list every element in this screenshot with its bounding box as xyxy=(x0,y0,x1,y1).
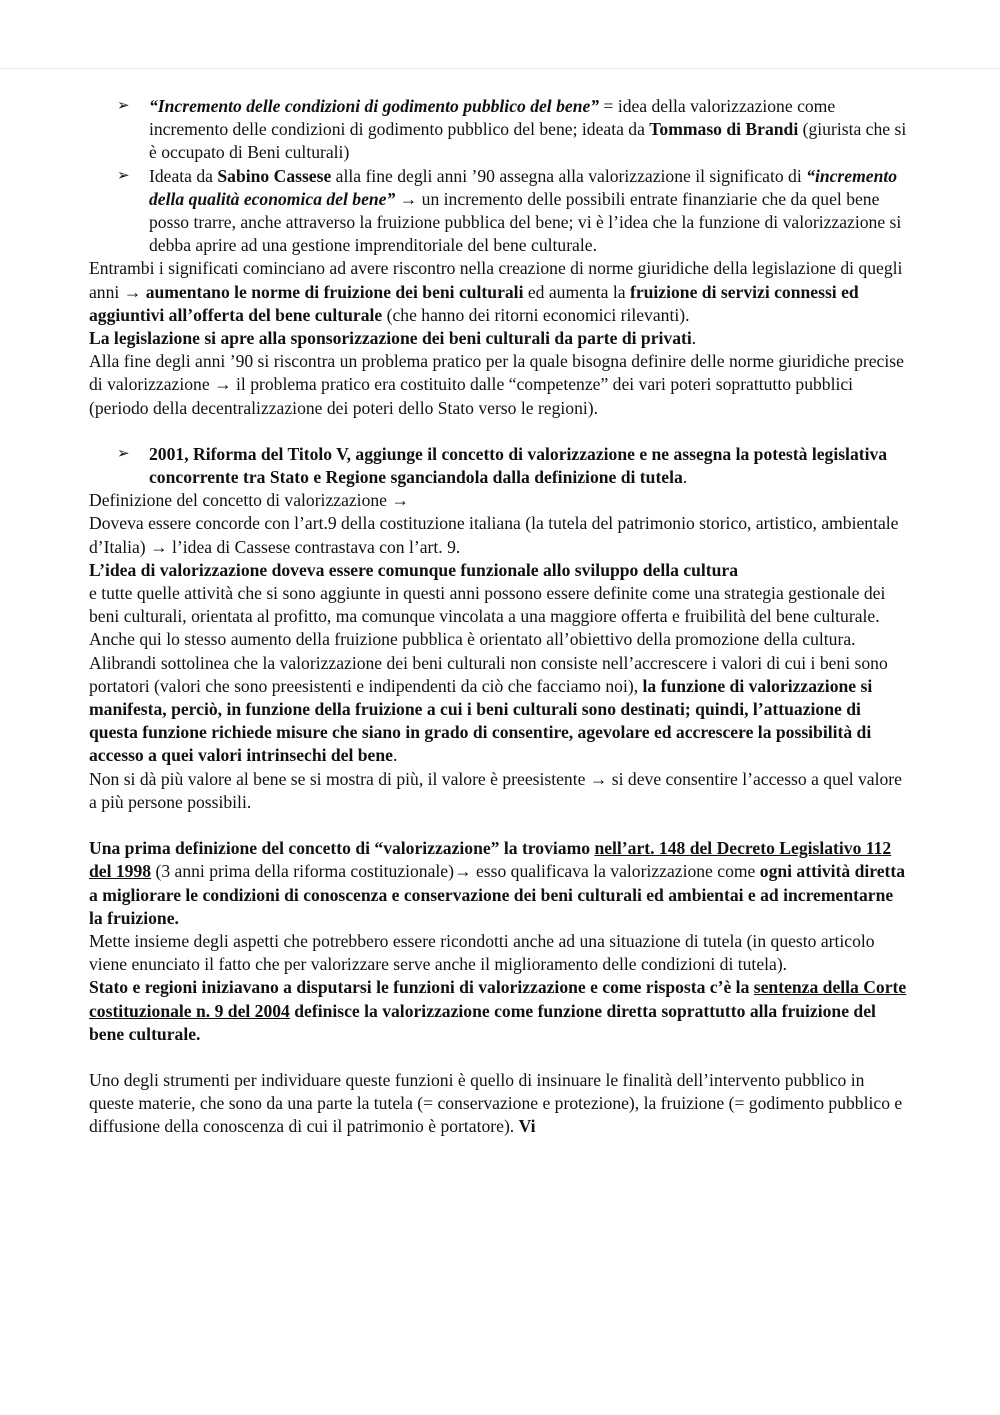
text-run: ogni attività diretta a migliorare le condizioni di conoscenza e conservazione dei beni culturali ed ambientai e ad incrementarne la fruizione. xyxy=(89,861,906,928)
text-run: Sabino Cassese xyxy=(217,165,332,186)
text-paragraph xyxy=(89,1069,909,1139)
text-run: (3 anni prima della riforma costituzionale)→ esso qualificava la valorizzazione come xyxy=(151,861,760,882)
bullet-paragraph xyxy=(89,95,909,165)
text-run: Uno degli strumenti per individuare queste funzioni è quello di insinuare le finalità dell’intervento pubblico in queste materie, che sono da una parte la tutela (= conservazione e protezione), la fruizione (= godimento pubblico e diffusione della conoscenza di cui il patrimonio è portatore). xyxy=(89,1069,903,1137)
text-run: la funzione di valorizzazione si manifesta, perciò, in funzione della fruizione a cui i beni culturali sono destinati; quindi, l’attuazione di questa funzione richiede misure che siano in grado di consentire, agevolare ed accrescere la possibilità di accesso a quei valori intrinsechi del bene xyxy=(89,675,873,766)
text-run: fruizione di servizi connessi ed aggiuntivi all’offerta del bene culturale xyxy=(89,281,859,325)
text-run: Una prima definizione del concetto di “valorizzazione” la troviamo xyxy=(89,838,595,859)
bullet-paragraph xyxy=(89,165,909,258)
text-run: = idea della valorizzazione come incremento delle condizioni di godimento pubblico del bene; ideata da xyxy=(149,96,836,140)
text-paragraph xyxy=(89,512,909,558)
text-run: definisce la valorizzazione come funzione diretta soprattutto alla fruizione del bene culturale. xyxy=(89,1000,876,1044)
bullet-paragraph xyxy=(89,443,909,489)
text-run: . xyxy=(392,745,398,766)
text-paragraph xyxy=(89,768,909,814)
text-run: Non si dà più valore al bene se si mostra di più, il valore è preesistente → si deve consentire l’accesso a quel valore a più persone possibili. xyxy=(89,768,902,812)
text-run: . xyxy=(691,328,697,349)
text-run: Anche qui lo stesso aumento della fruizione pubblica è orientato all’obiettivo della promozione della cultura. xyxy=(89,629,856,650)
text-run: ed aumenta la xyxy=(523,281,630,302)
text-paragraph xyxy=(89,257,909,327)
paragraph-spacer xyxy=(89,420,909,443)
text-run: aumentano le norme di fruizione dei beni culturali xyxy=(145,281,524,302)
text-run: Definizione del concetto di valorizzazione → xyxy=(89,490,409,511)
page-top-rule xyxy=(0,68,1000,69)
text-run: La legislazione si apre alla sponsorizzazione dei beni culturali da parte di privati xyxy=(89,328,692,349)
text-run: alla fine degli anni ’90 assegna alla valorizzazione il significato di xyxy=(331,165,807,186)
paragraph-spacer xyxy=(89,1046,909,1069)
arrow-bullet-icon: ➢ xyxy=(117,98,130,114)
text-run: Doveva essere concorde con l’art.9 della costituzione italiana (la tutela del patrimonio storico, artistico, ambientale d’Italia) → l’idea di Cassese contrastava con l’art. 9. xyxy=(89,513,899,557)
text-paragraph xyxy=(89,327,909,350)
text-run: → un incremento delle possibili entrate finanziarie che da quel bene posso trarre, anche attraverso la fruizione pubblica del bene; vi è l’idea che la funzione di valorizzazione si debba aprire ad una gestione imprenditoriale del bene culturale. xyxy=(149,188,902,256)
text-run: L’idea di valorizzazione doveva essere comunque funzionale allo sviluppo della cultura xyxy=(89,559,739,580)
text-paragraph xyxy=(89,628,909,651)
text-paragraph xyxy=(89,837,909,930)
text-run: Entrambi i significati cominciano ad avere riscontro nella creazione di norme giuridiche della legislazione di quegli anni → xyxy=(89,258,903,302)
text-run: Mette insieme degli aspetti che potrebbero essere ricondotti anche ad una situazione di tutela (in questo articolo viene enunciato il fatto che per valorizzare serve anche il miglioramento delle condizioni di tutela). xyxy=(89,930,875,975)
text-run: Alibrandi sottolinea che la valorizzazione dei beni culturali non consiste nell’accrescere i valori di cui i beni sono portatori (valori che sono preesistenti e indipendenti da ciò che facciamo noi), xyxy=(89,652,888,696)
text-run: (giurista che si è occupato di Beni culturali) xyxy=(149,119,907,163)
text-run: “incremento della qualità economica del bene” xyxy=(149,165,898,209)
text-run: Tommaso di Brandi xyxy=(649,119,799,140)
text-run: “Incremento delle condizioni di godimento pubblico del bene” xyxy=(149,96,600,116)
text-run: 2001, Riforma del Titolo V, aggiunge il concetto di valorizzazione e ne assegna la potestà legislativa concorrente tra Stato e Regione sganciandola dalla definizione di tutela xyxy=(149,443,888,488)
text-paragraph xyxy=(89,652,909,768)
paragraph-spacer xyxy=(89,814,909,837)
text-paragraph xyxy=(89,350,909,420)
text-paragraph xyxy=(89,489,909,512)
text-run: Ideata da xyxy=(149,165,218,186)
document-page xyxy=(89,95,909,1139)
text-run: e tutte quelle attività che si sono aggiunte in questi anni possono essere definite come una strategia gestionale dei beni culturali, orientata al profitto, ma comunque vincolata a una maggiore offerta e fruibilità del bene culturale. xyxy=(89,583,886,627)
text-paragraph xyxy=(89,559,909,582)
text-paragraph xyxy=(89,976,909,1046)
text-run: nell’art. 148 del Decreto Legislativo 112 del 1998 xyxy=(89,838,892,882)
arrow-bullet-icon: ➢ xyxy=(117,445,130,462)
text-run: . xyxy=(682,467,688,488)
text-run: Vi xyxy=(518,1116,536,1137)
arrow-bullet-icon: ➢ xyxy=(117,167,130,184)
text-run: (che hanno dei ritorni economici rilevanti). xyxy=(382,304,690,325)
text-run: Stato e regioni iniziavano a disputarsi le funzioni di valorizzazione e come risposta c’è la xyxy=(89,977,754,998)
text-paragraph xyxy=(89,930,909,976)
text-run: sentenza della Corte costituzionale n. 9 del 2004 xyxy=(89,977,907,1021)
text-paragraph xyxy=(89,582,909,628)
text-run: Alla fine degli anni ’90 si riscontra un problema pratico per la quale bisogna definire delle norme giuridiche precise di valorizzazione → il problema pratico era costituito dalle “competenze” dei vari poteri soprattutto pubblici (periodo della decentralizzazione dei poteri dello Stato verso le regioni). xyxy=(89,351,904,418)
